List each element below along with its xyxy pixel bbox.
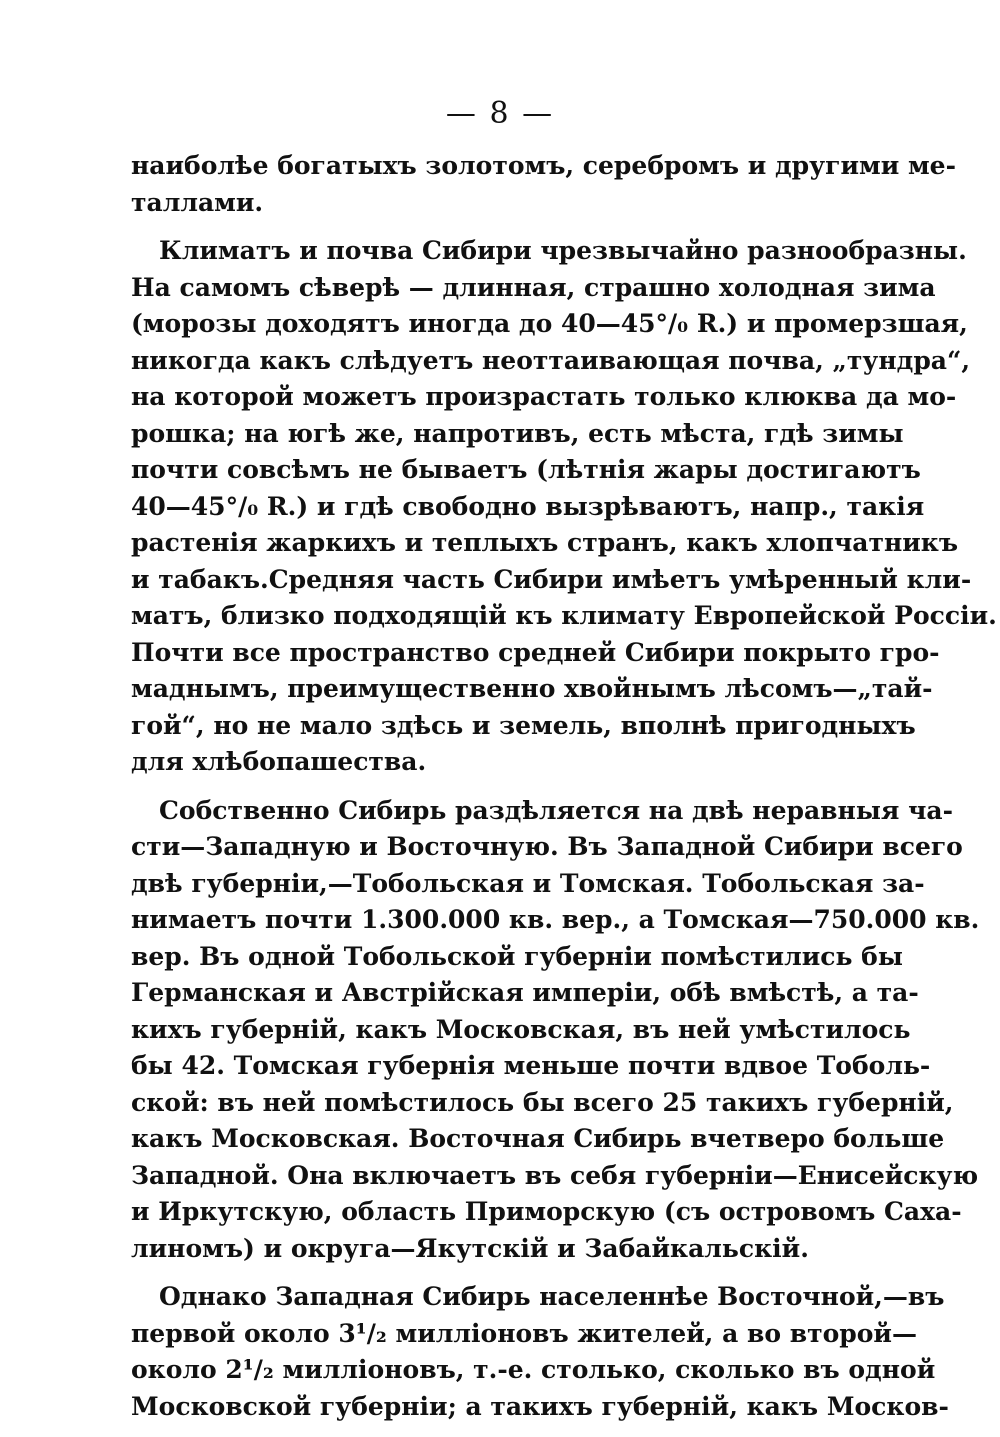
text-line: вер. Въ одной Тобольской губерніи помѣстились бы [131, 941, 903, 971]
text-line: для хлѣбопашества. [131, 747, 427, 776]
text-line: Германская и Австрійская имперіи, обѣ вмѣстѣ, а та- [131, 978, 919, 1007]
paragraph-3 [131, 793, 980, 1268]
text-line: Западной. Она включаетъ въ себя губерніи—Енисейскую [131, 1160, 979, 1190]
text-line: наиболѣе богатыхъ золотомъ, серебромъ и другими ме- [131, 151, 956, 180]
text-line: линомъ) и округа—Якутскій и Забайкальскій. [131, 1233, 809, 1263]
text-line: Собственно Сибирь раздѣляется на двѣ неравныя ча- [159, 795, 953, 825]
text-line: на которой можетъ произрастать только клюква да мо- [131, 382, 957, 411]
text-line: таллами. [131, 187, 264, 217]
text-line: Почти все пространство средней Сибири покрыто гро- [131, 637, 940, 667]
text-line: сти—Западную и Восточную. Въ Западной Сибири всего [131, 832, 963, 861]
text-line: кихъ губерній, какъ Московская, въ ней умѣстилось [131, 1014, 911, 1044]
text-line: маднымъ, преимущественно хвойнымъ лѣсомъ—„тай- [131, 674, 933, 703]
text-line: нимаетъ почти 1.300.000 кв. вер., а Томская—750.000 кв. [131, 905, 980, 934]
page-number: — 8 — [445, 96, 555, 131]
text-line: и табакъ.Средняя часть Сибири имѣетъ умѣренный кли- [131, 564, 972, 594]
text-line: какъ Московская. Восточная Сибирь вчетверо больше [131, 1124, 945, 1153]
paragraph-1 [131, 148, 956, 221]
text-line: матъ, близко подходящій къ климату Европейской Россіи. [131, 601, 997, 630]
text-line: двѣ губерніи,—Тобольская и Томская. Тобольская за- [131, 868, 925, 898]
text-line: первой около 3¹/₂ милліоновъ жителей, а во второй— [131, 1318, 917, 1348]
text-line: (морозы доходятъ иногда до 40—45°/₀ R.) и промерзшая, [131, 309, 968, 338]
text-line: никогда какъ слѣдуетъ неоттаивающая почва, „тундра“, [131, 345, 971, 375]
text-line: гой“, но не мало здѣсь и земель, вполнѣ пригодныхъ [131, 710, 916, 740]
text-line: рошка; на югѣ же, напротивъ, есть мѣста, гдѣ зимы [131, 418, 904, 448]
text-line: 40—45°/₀ R.) и гдѣ свободно вызрѣваютъ, напр., такія [131, 491, 925, 521]
text-line: около 2¹/₂ милліоновъ, т.-е. столько, сколько въ одной [131, 1355, 936, 1384]
body-text [131, 148, 997, 1437]
text-line: Московской губерніи; а такихъ губерній, какъ Москов- [131, 1391, 949, 1421]
text-line: ской: въ ней помѣстилось бы всего 25 такихъ губерній, [131, 1087, 954, 1117]
text-line: бы 42. Томская губернія меньше почти вдвое Тоболь- [131, 1051, 931, 1080]
text-line: растенія жаркихъ и теплыхъ странъ, какъ хлопчатникъ [131, 528, 959, 557]
text-line: Однако Западная Сибирь населеннѣе Восточной,—въ [159, 1282, 945, 1311]
text-line: и Иркутскую, область Приморскую (съ островомъ Саха- [131, 1197, 962, 1226]
paragraph-2 [131, 233, 997, 781]
text-line: почти совсѣмъ не бываетъ (лѣтнія жары достигаютъ [131, 455, 921, 484]
text-line: На самомъ сѣверѣ — длинная, страшно холодная зима [131, 272, 936, 302]
text-line: Климатъ и почва Сибири чрезвычайно разнообразны. [159, 236, 967, 265]
paragraph-4 [131, 1279, 949, 1425]
